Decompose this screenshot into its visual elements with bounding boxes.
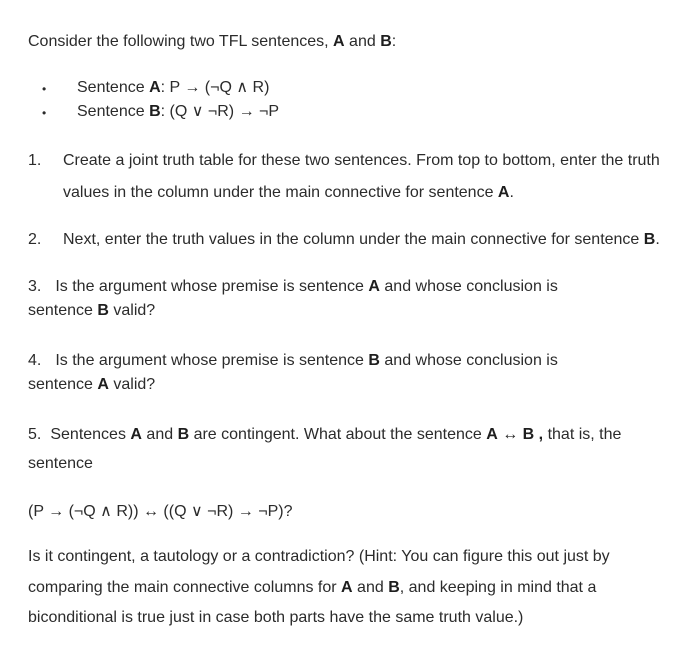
closing-line1: Is it contingent, a tautology or a contradiction? (Hint: You can figure this out just by — [28, 548, 610, 565]
q3-bold: A — [368, 278, 380, 295]
q3-text: Is the argument whose premise is sentence — [55, 278, 369, 295]
q5-a: A — [130, 426, 142, 443]
q4-text-end: and whose conclusion is — [379, 352, 558, 369]
q3-line2-end: valid? — [108, 302, 156, 319]
bullet-b-label: Sentence — [77, 103, 150, 120]
q5-line2: sentence — [28, 455, 93, 472]
q5-and: and — [141, 426, 178, 443]
intro-b: B — [380, 33, 392, 50]
bullet-a-label: Sentence — [77, 79, 150, 96]
bullet-sentence-b — [77, 102, 279, 122]
closing-line2-text: comparing the main connective columns for — [28, 579, 342, 596]
q1-line2 — [63, 183, 514, 203]
q4-text: Is the argument whose premise is sentence — [55, 352, 369, 369]
q4-line2-end: valid? — [108, 376, 156, 393]
bullet-b-formula: : (Q ∨ ¬R) → ¬P — [160, 103, 280, 120]
bullet-b-bold: B — [149, 103, 161, 120]
q4-line1 — [28, 351, 558, 371]
q5-line1 — [28, 425, 621, 445]
q5-number: 5. — [28, 426, 42, 443]
q1-line2-text: values in the column under the main connective for sentence — [63, 184, 498, 201]
q4-bold: B — [368, 352, 380, 369]
q3-line1 — [28, 277, 558, 297]
q1-period: . — [509, 184, 514, 201]
q5-text: Sentences — [50, 426, 131, 443]
intro-colon: : — [391, 33, 397, 50]
closing-b: B — [388, 579, 400, 596]
q2-period: . — [655, 231, 660, 248]
q2-bold: B — [643, 231, 656, 248]
q2-text: Next, enter the truth values in the column under the main connective for sentence — [63, 231, 644, 248]
q4-line2-bold: A — [97, 376, 109, 393]
q5-bicond-op: ↔ — [497, 426, 523, 443]
closing-line2-end: , and keeping in mind that a — [399, 579, 597, 596]
q4-line2-text: sentence — [28, 376, 98, 393]
biconditional-formula: (P → (¬Q ∧ R)) ↔ ((Q ∨ ¬R) → ¬P)? — [28, 503, 293, 520]
intro-text: Consider the following two TFL sentences, — [28, 33, 334, 50]
closing-a: A — [341, 579, 353, 596]
q5-bicond-a: A — [486, 426, 498, 443]
closing-line2 — [28, 578, 596, 598]
closing-and: and — [352, 579, 389, 596]
bullet-marker: • — [42, 106, 47, 120]
q2-line — [63, 230, 660, 250]
q3-number: 3. — [28, 278, 42, 295]
q4-number: 4. — [28, 352, 42, 369]
bullet-marker: • — [42, 82, 47, 96]
q1-bold: A — [497, 184, 510, 201]
q3-line2-bold: B — [97, 302, 109, 319]
q5-text-end: that is, the — [543, 426, 622, 443]
intro-line — [28, 32, 396, 52]
q3-text-end: and whose conclusion is — [379, 278, 558, 295]
closing-line3: biconditional is true just in case both parts have the same truth value.) — [28, 609, 524, 626]
q5-bicond-b: B , — [522, 426, 544, 443]
q3-line2-text: sentence — [28, 302, 98, 319]
bullet-sentence-a — [77, 78, 269, 98]
bullet-a-bold: A — [149, 79, 161, 96]
bullet-a-formula: : P → (¬Q ∧ R) — [160, 79, 270, 96]
q5-mid: are contingent. What about the sentence — [189, 426, 487, 443]
q3-line2 — [28, 301, 155, 321]
q4-line2 — [28, 375, 155, 395]
intro-a: A — [333, 33, 345, 50]
q1-number: 1. — [28, 152, 42, 169]
q5-b: B — [177, 426, 190, 443]
intro-and: and — [344, 33, 381, 50]
q2-number: 2. — [28, 231, 42, 248]
q1-line1: Create a joint truth table for these two sentences. From top to bottom, enter the truth — [63, 152, 660, 169]
